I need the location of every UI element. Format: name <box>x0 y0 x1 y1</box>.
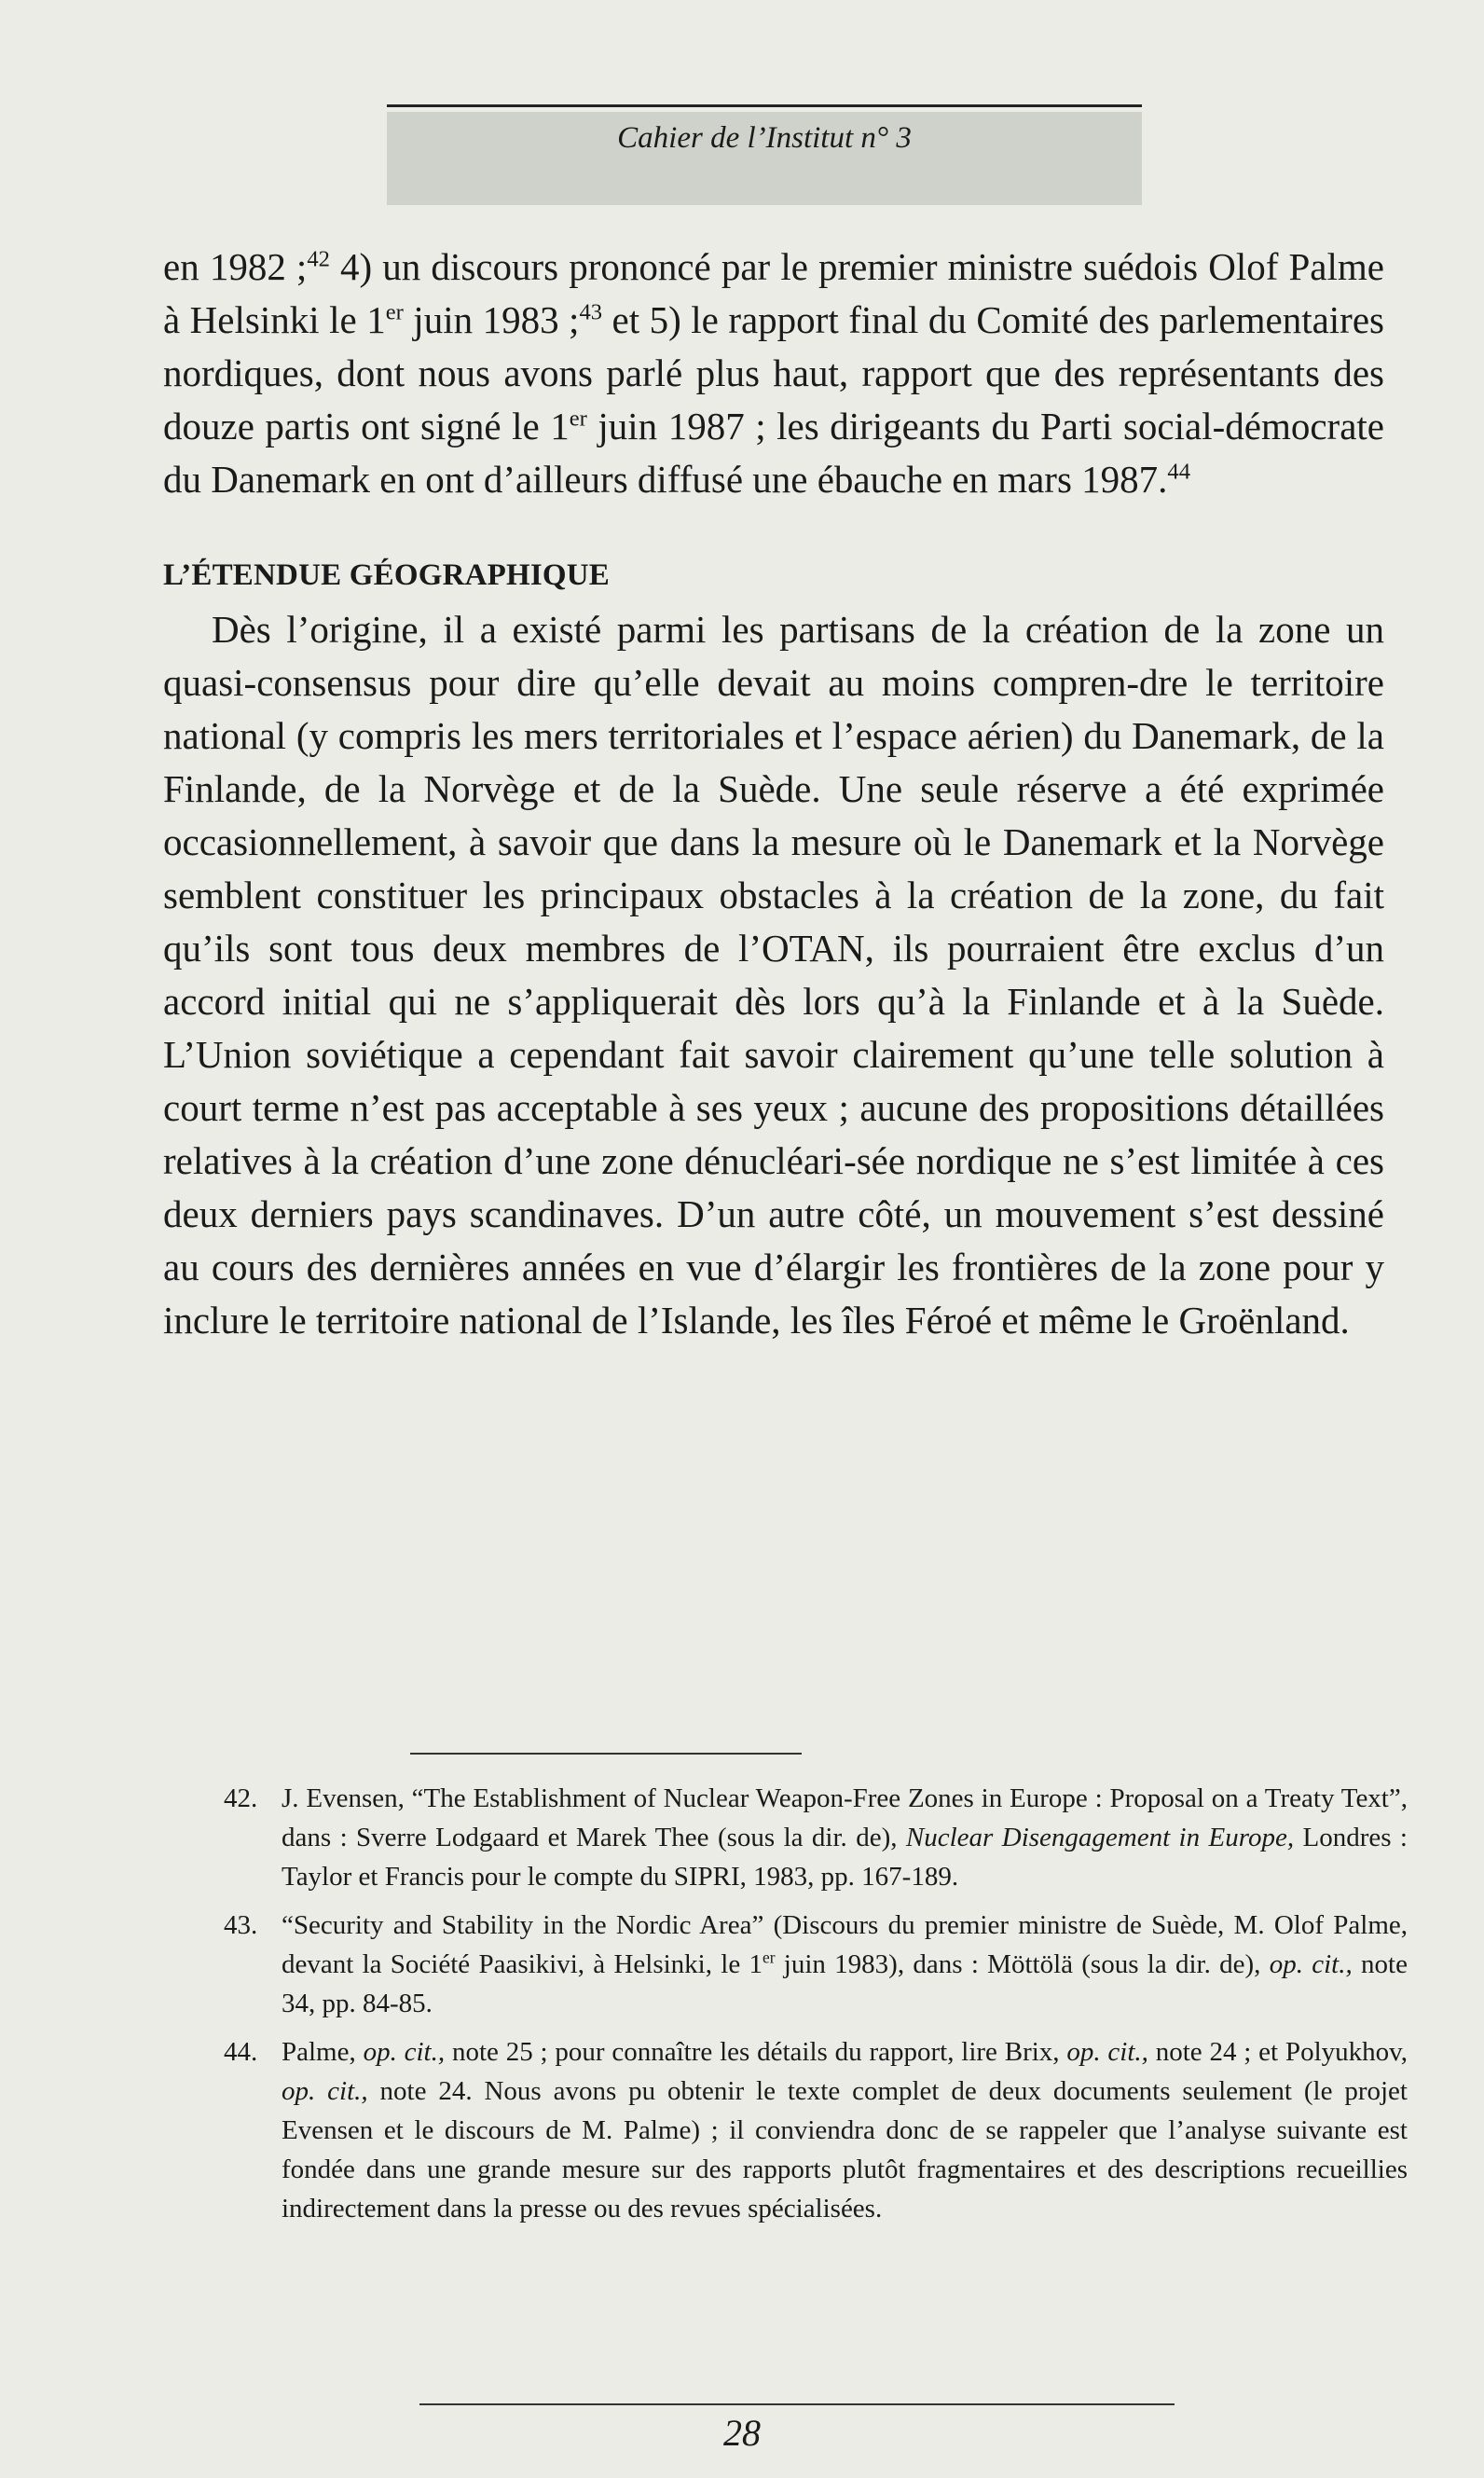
text-run: 4) un discours prononcé par le premier ministre suédois Olof Palme à Helsinki le 1 <box>163 245 1384 341</box>
footnote-number: 44. <box>224 2037 258 2067</box>
text-run: juin 1983 ; <box>403 298 580 341</box>
text-run: note 24. Nous avons pu obtenir le texte complet de deux documents seulement (le projet Evensen et le discours de M. Palme) ; il conviendra donc de se rappeler que l’analyse suivante est fondée dans une grande mesure sur des rapports plutôt fragmentaires et des descriptions recueillies indirectement dans la presse ou des revues spécialisées. <box>282 2076 1408 2223</box>
italic-citation: op. cit., <box>363 2037 446 2067</box>
footnote-42 <box>224 1779 1408 1896</box>
text-run: juin 1987 ; les dirigeants du Parti social-démocrate du Danemark en ont d’ailleurs diffusé une ébauche en mars 1987. <box>163 405 1384 501</box>
page-number: 28 <box>723 2412 761 2454</box>
footnote-number: 43. <box>224 1910 258 1940</box>
footnote-number: 42. <box>224 1783 258 1813</box>
text-run: note 24 ; et Polyukhov, <box>1147 2037 1408 2067</box>
footnote-body <box>282 1910 1408 2018</box>
text-run: en 1982 ; <box>163 245 308 288</box>
footnote-ref: 43 <box>579 299 603 325</box>
header-rule <box>387 104 1142 107</box>
footnote-body <box>282 2037 1408 2223</box>
text-run: Palme, <box>282 2037 364 2067</box>
text-run: juin 1983), dans : Möttölä (sous la dir. de), <box>775 1949 1270 1979</box>
footnote-ref: 42 <box>307 246 330 272</box>
italic-citation: op. cit., <box>282 2076 368 2106</box>
paragraph-continuation <box>163 241 1384 506</box>
footnote-43 <box>224 1906 1408 2023</box>
section-heading: L’ÉTENDUE GÉOGRAPHIQUE <box>163 558 611 592</box>
text-run: “Security and Stability in the Nordic Area” (Discours du premier ministre de Suède, M. Olof Palme, devant la Société Paasikivi, à Helsinki, le 1 <box>282 1910 1408 1979</box>
ordinal-superscript: er <box>569 406 587 432</box>
footnotes <box>224 1779 1408 2237</box>
ordinal-superscript: er <box>385 299 404 325</box>
paragraph-geographic-scope: Dès l’origine, il a existé parmi les partisans de la création de la zone un quasi-consensus pour dire qu’elle devait au moins compren-dre le territoire national (y compris les mers territoriales et l’espace aérien) du Danemark, de la Finlande, de la Norvège et de la Suède. Une seule réserve a été exprimée occasionnellement, à savoir que dans la mesure où le Danemark et la Norvège semblent constituer les principaux obstacles à la création de la zone, du fait qu’ils sont tous deux membres de l’OTAN, ils pourraient être exclus d’un accord initial qui ne s’appliquerait dès lors qu’à la Finlande et à la Suède. L’Union soviétique a cependant fait savoir clairement qu’une telle solution à court terme n’est pas acceptable à ses yeux ; aucune des propositions détaillées relatives à la création d’une zone dénucléari-sée nordique ne s’est limitée à ces deux derniers pays scandinaves. D’un autre côté, un mouvement s’est dessiné au cours des dernières années en vue d’élargir les frontières de la zone pour y inclure le territoire national de l’Islande, les îles Féroé et même le Groënland. <box>163 608 1384 1342</box>
italic-title: Nuclear Disengagement in Europe, <box>905 1823 1295 1852</box>
ordinal-superscript: er <box>762 1948 776 1967</box>
text-run: J. Evensen, “The Establishment of Nuclear Weapon-Free Zones in Europe : Proposal on a Treaty Text”, dans : Sverre Lodgaard et Marek Thee (sous la dir. de), <box>282 1783 1408 1852</box>
text-run: et 5) le rapport final du Comité des parlementaires nordiques, dont nous avons parlé plus haut, rapport que des représentants des douze partis ont signé le 1 <box>163 298 1384 447</box>
italic-citation: op. cit., <box>1269 1949 1353 1979</box>
running-head: Cahier de l’Institut n° 3 <box>617 121 912 155</box>
text-run: Londres : Taylor et Francis pour le compte du SIPRI, 1983, pp. 167-189. <box>282 1823 1408 1892</box>
text-run: note 34, pp. 84-85. <box>282 1949 1408 2018</box>
footnote-ref: 44 <box>1167 459 1191 485</box>
main-text <box>163 241 1384 1347</box>
italic-citation: op. cit., <box>1066 2037 1148 2067</box>
footnote-body <box>282 1783 1408 1892</box>
text-run: note 25 ; pour connaître les détails du rapport, lire Brix, <box>445 2037 1067 2067</box>
footnote-separator <box>410 1753 802 1755</box>
footer-rule <box>419 2403 1175 2405</box>
footnote-44 <box>224 2032 1408 2228</box>
